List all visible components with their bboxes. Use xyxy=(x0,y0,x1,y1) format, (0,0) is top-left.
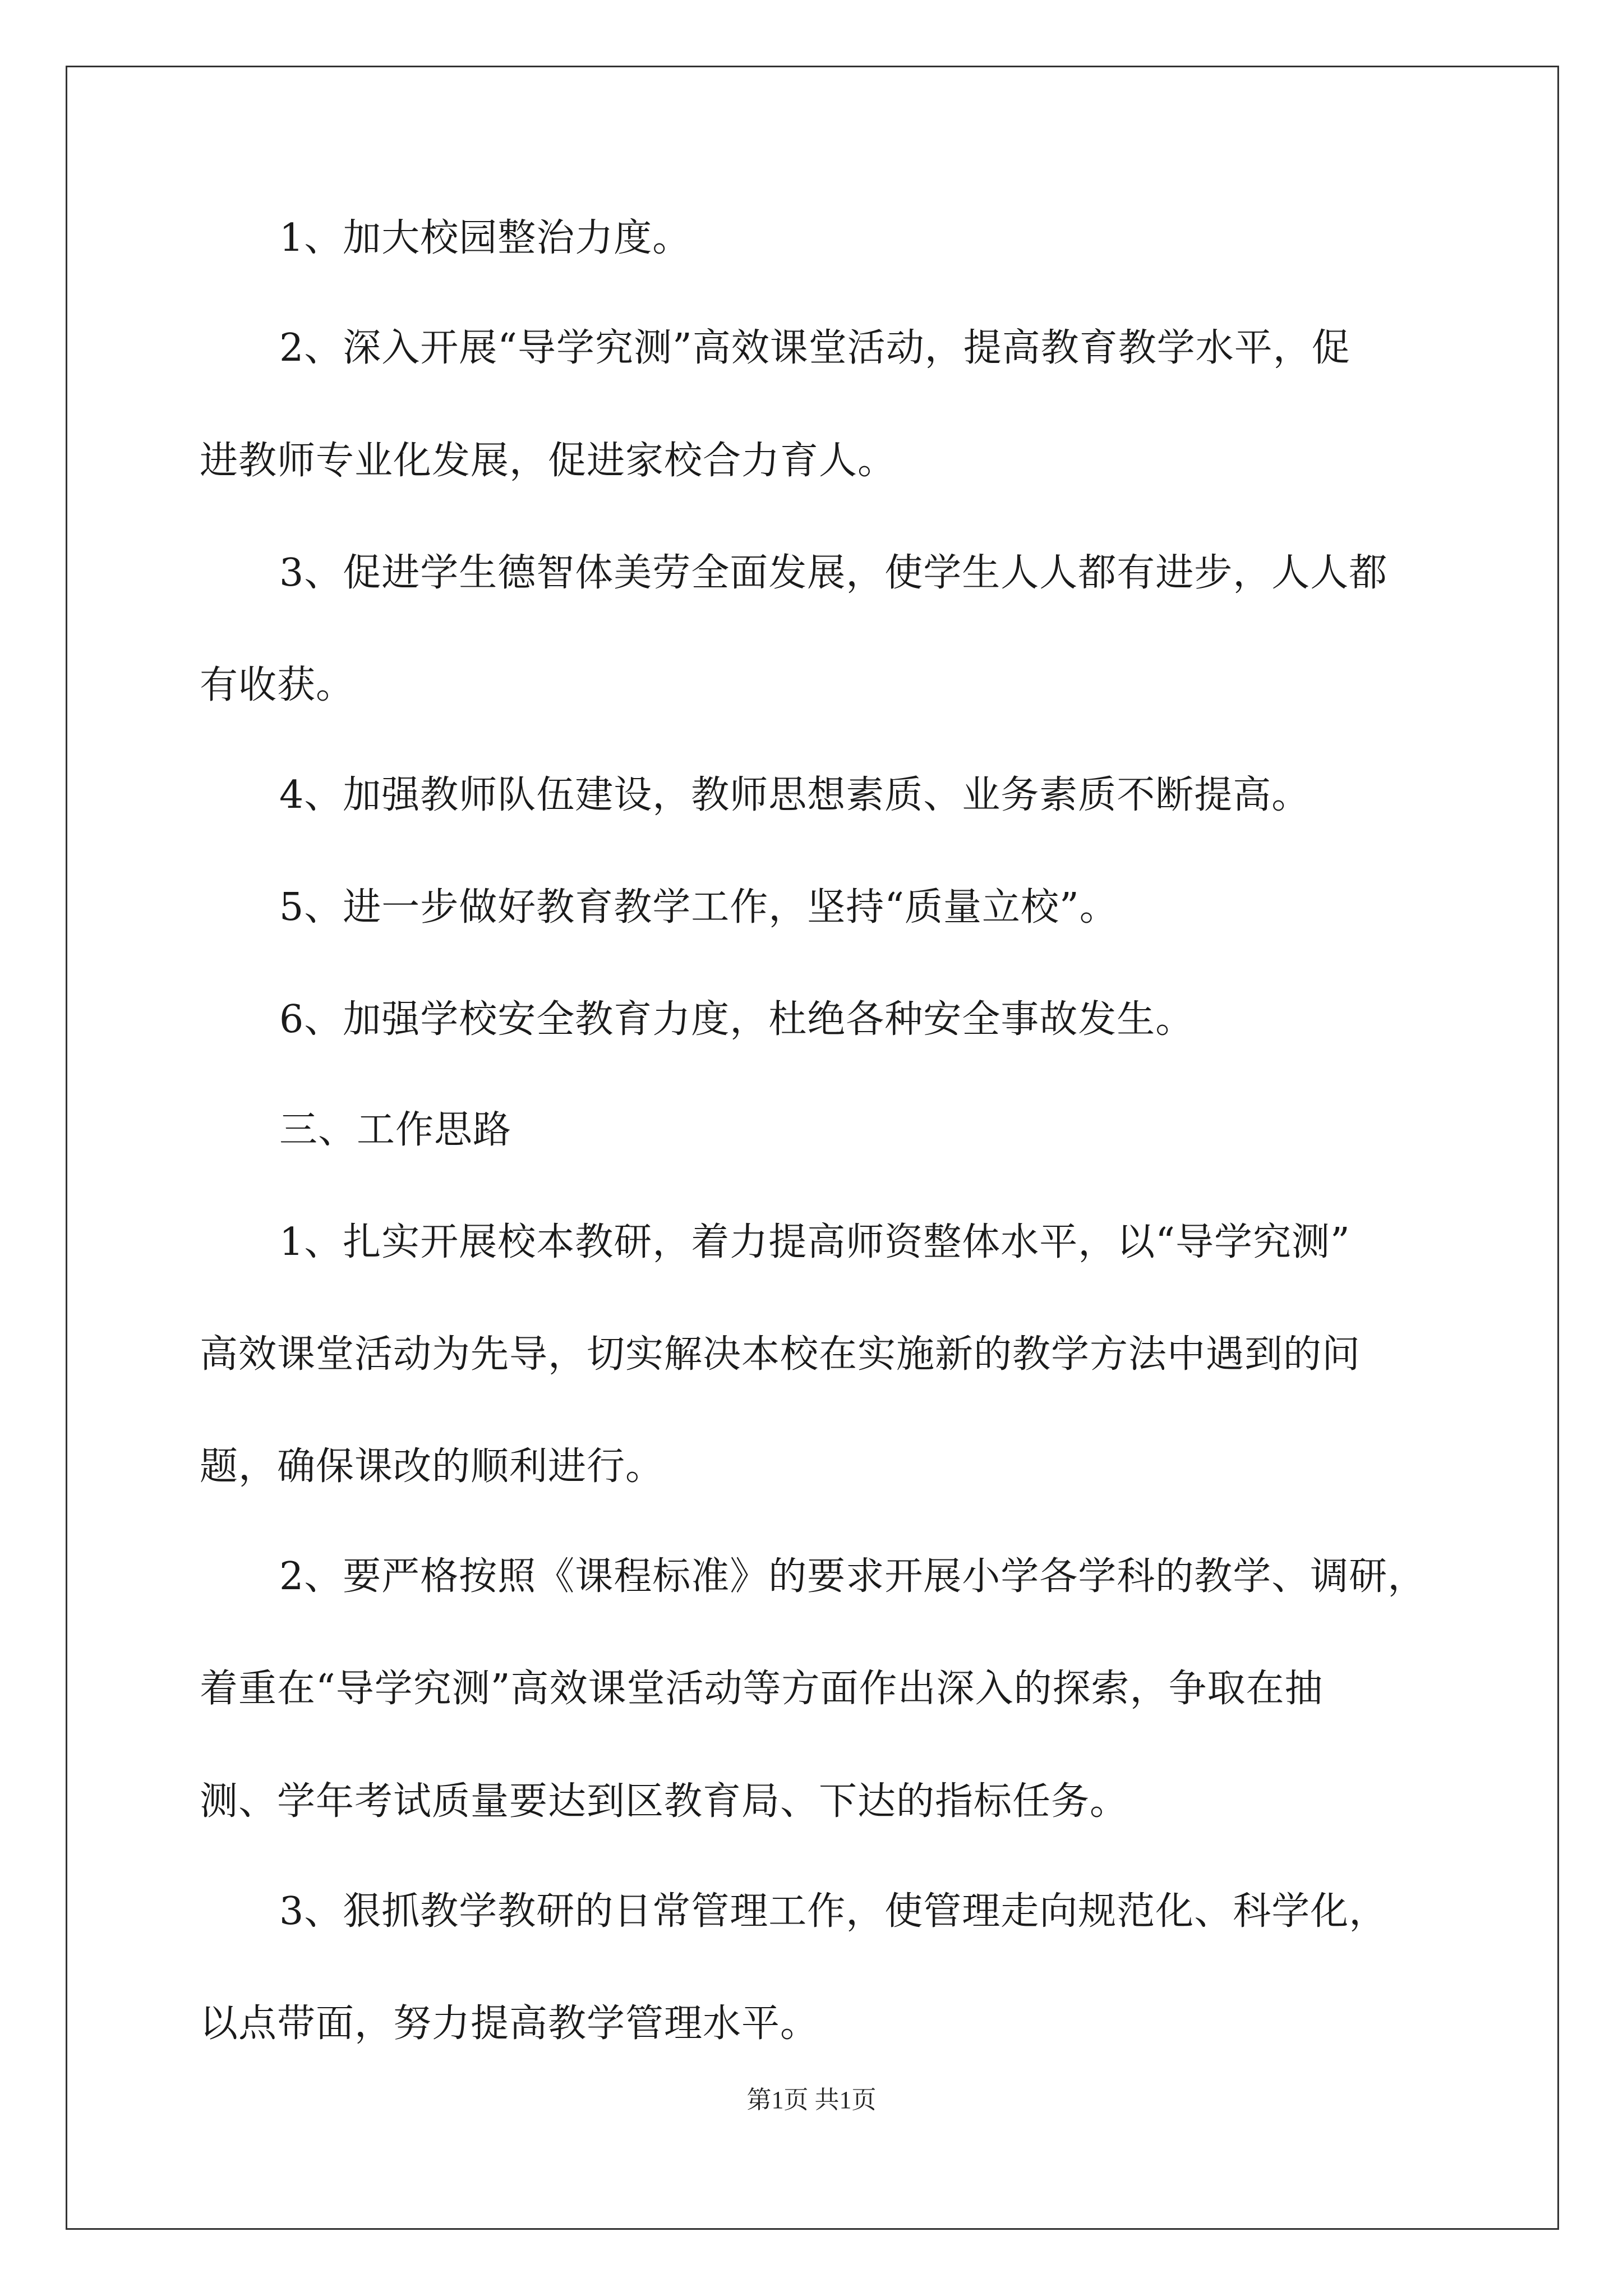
paragraph-line: 高效课堂活动为先导，切实解决本校在实施新的教学方法中遇到的问 xyxy=(200,1332,1361,1377)
paragraph-line: 1、加大校园整治力度。 xyxy=(279,216,691,260)
paragraph-line: 2、要严格按照《课程标准》的要求开展小学各学科的教学、调研， xyxy=(279,1554,1427,1599)
paragraph-line: 5、进一步做好教育教学工作，坚持“质量立校”。 xyxy=(279,885,1118,930)
paragraph-line: 3、促进学生德智体美劳全面发展，使学生人人都有进步，人人都 xyxy=(279,551,1388,595)
paragraph-line: 2、深入开展“导学究测”高效课堂活动，提高教育教学水平，促 xyxy=(279,326,1350,370)
section-heading: 三、工作思路 xyxy=(279,1108,512,1152)
paragraph-line: 以点带面，努力提高教学管理水平。 xyxy=(200,2001,819,2046)
paragraph-line: 进教师专业化发展，促进家校合力育人。 xyxy=(200,439,897,483)
paragraph-line: 题，确保课改的顺利进行。 xyxy=(200,1444,665,1489)
paragraph-line: 3、狠抓教学教研的日常管理工作，使管理走向规范化、科学化， xyxy=(279,1889,1388,1934)
page-footer: 第1页 共1页 xyxy=(746,2086,877,2114)
paragraph-line: 测、学年考试质量要达到区教育局、下达的指标任务。 xyxy=(200,1779,1129,1824)
paragraph-line: 6、加强学校安全教育力度，杜绝各种安全事故发生。 xyxy=(279,997,1195,1042)
paragraph-line: 1、扎实开展校本教研，着力提高师资整体水平，以“导学究测” xyxy=(279,1220,1350,1264)
paragraph-line: 有收获。 xyxy=(200,663,355,707)
paragraph-line: 着重在“导学究测”高效课堂活动等方面作出深入的探索，争取在抽 xyxy=(200,1667,1324,1711)
paragraph-line: 4、加强教师队伍建设，教师思想素质、业务素质不断提高。 xyxy=(279,773,1311,817)
